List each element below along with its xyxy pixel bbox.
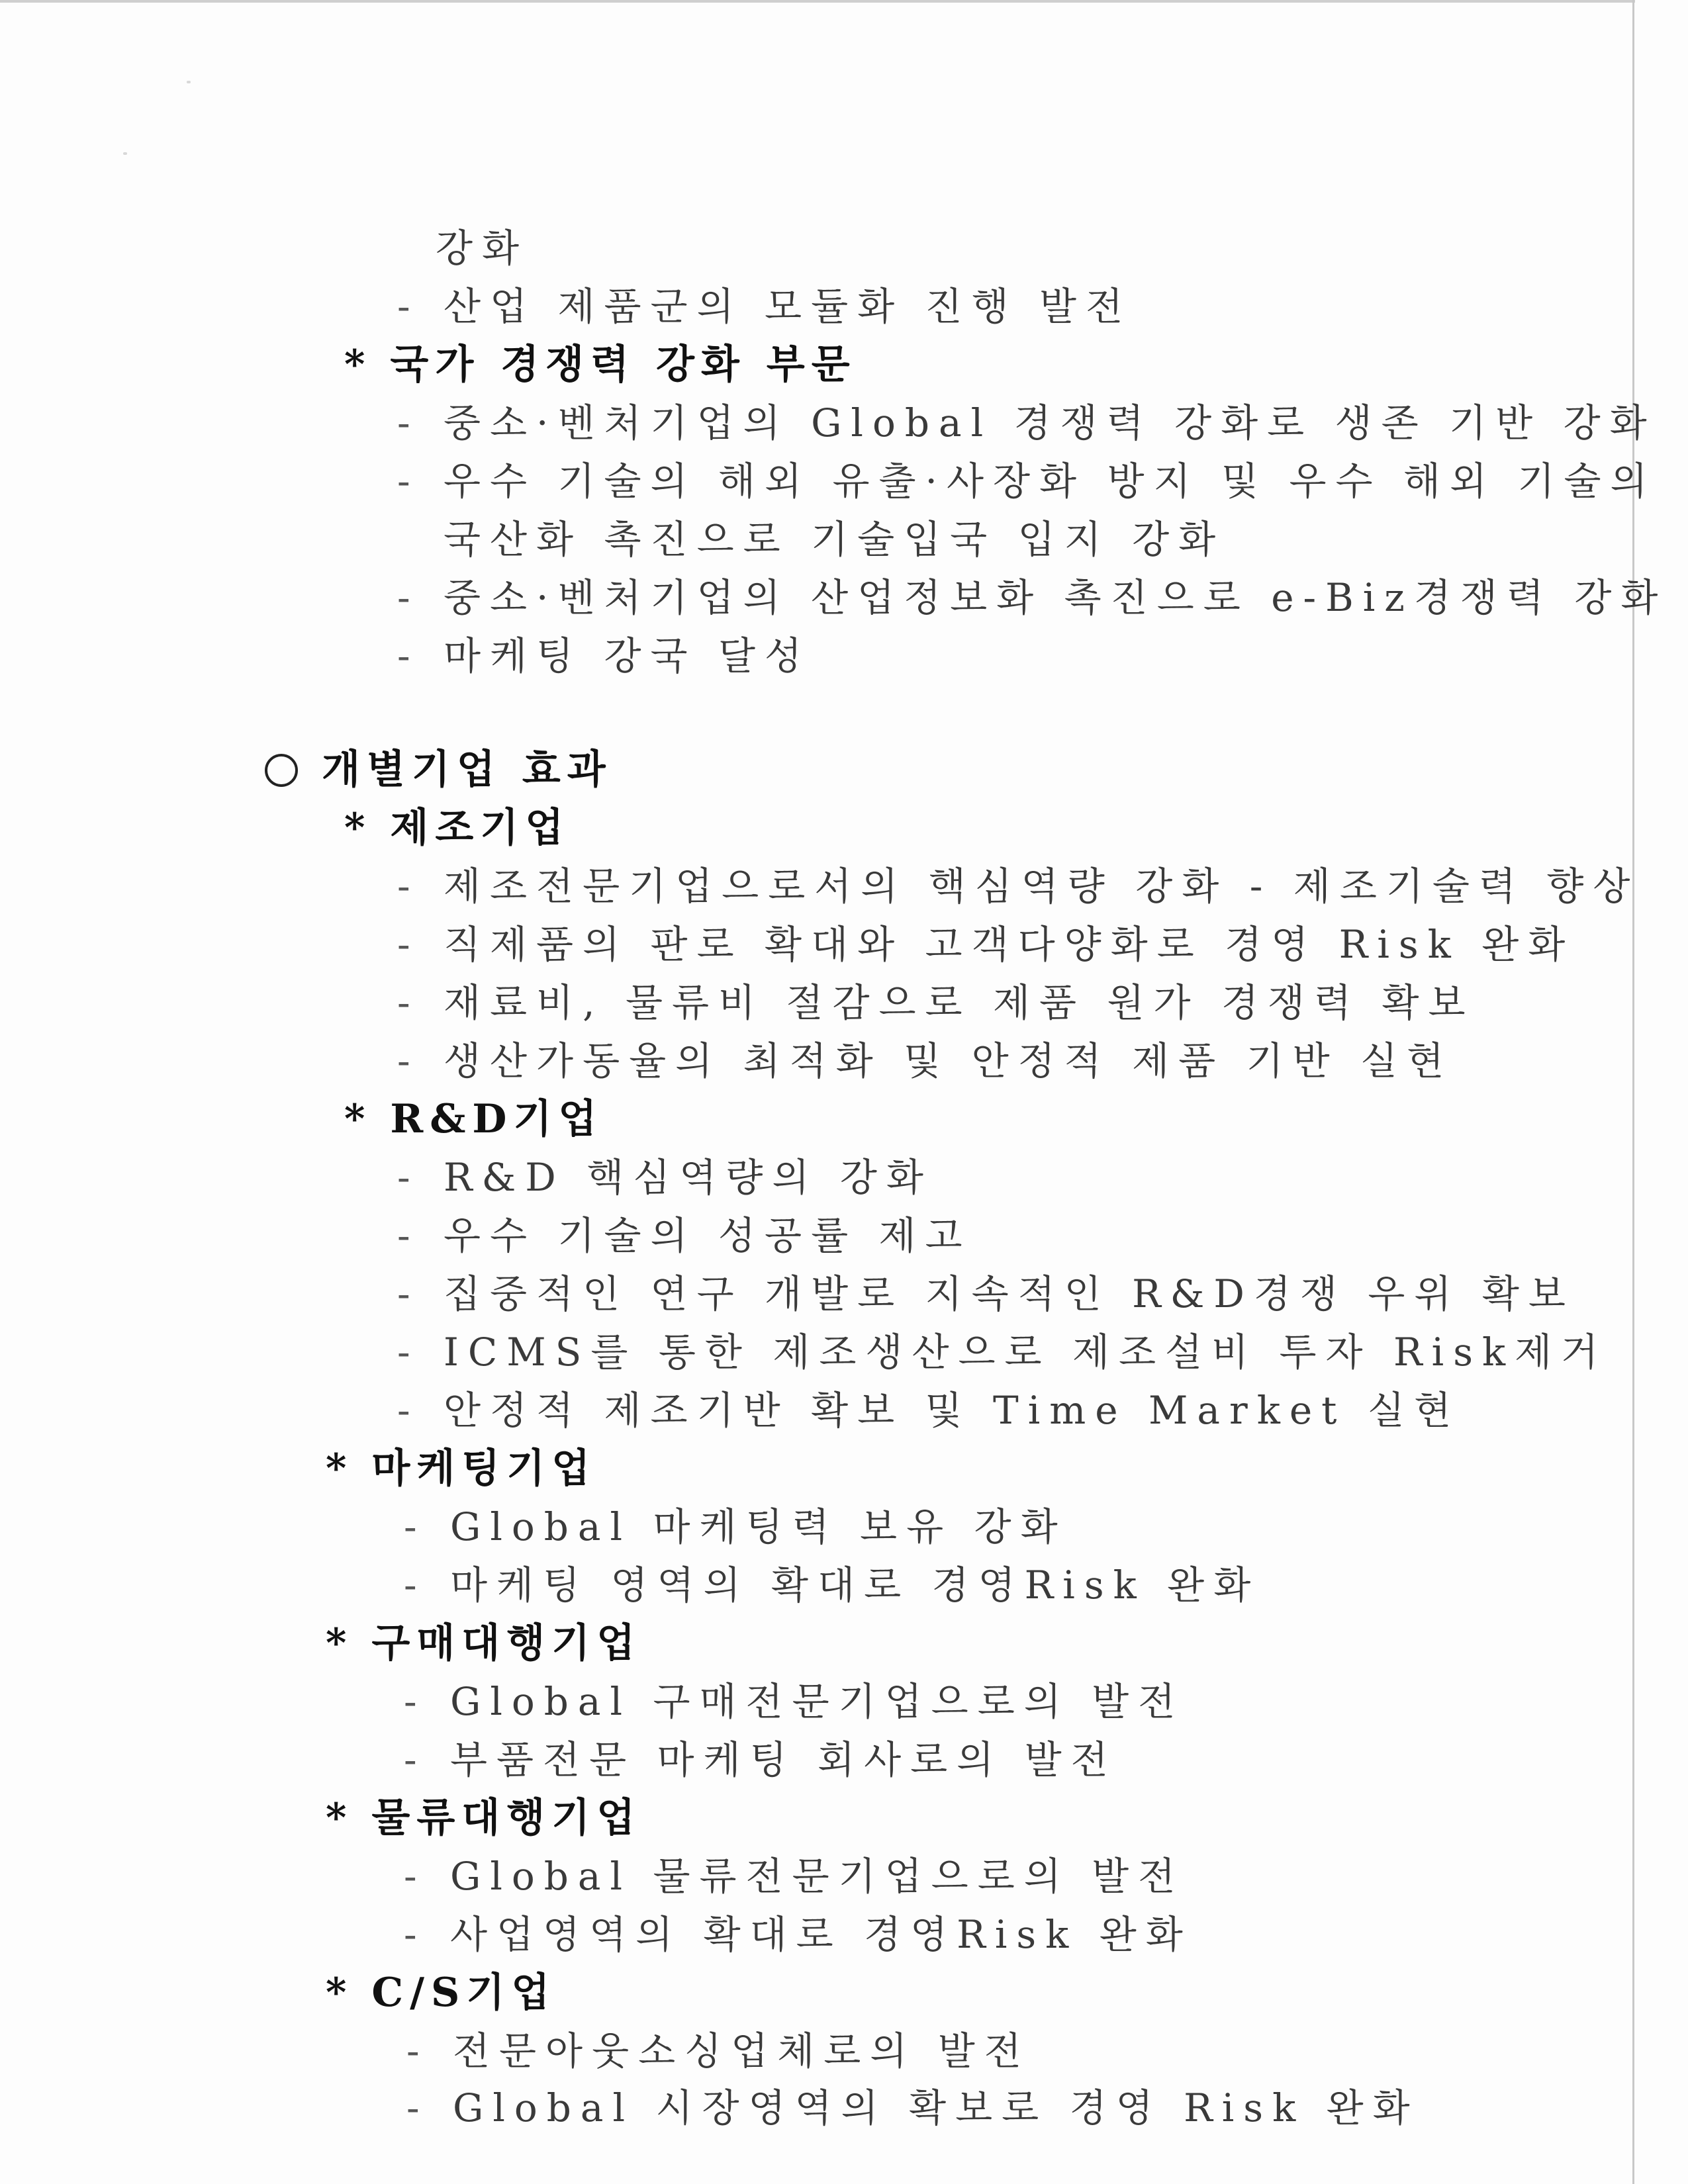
list-item-text: 우수 기술의 해외 유출·사장화 방지 및 우수 해외 기술의 (444, 459, 1657, 504)
scan-speck (123, 152, 127, 155)
list-item-text: 부품전문 마케팅 회사로의 발전 (450, 1737, 1117, 1782)
list-item-text: 전문아웃소싱업체로의 발전 (453, 2028, 1031, 2073)
top-border-line (0, 0, 1635, 3)
list-item-text: 사업영역의 확대로 경영Risk 완화 (450, 1912, 1192, 1957)
list-item (397, 1038, 1453, 1084)
subsection-heading-label: R&D기업 (390, 1096, 604, 1142)
list-item (406, 2028, 1031, 2074)
continuation-text (436, 225, 528, 271)
subsection-heading-label: 제조기업 (390, 805, 571, 851)
subsection-heading-purchasing (326, 1620, 641, 1666)
list-item (397, 283, 1132, 330)
scan-speck (187, 81, 191, 83)
star-marker: * (344, 341, 372, 388)
list-item-text: Global 물류전문기업으로의 발전 (450, 1854, 1185, 1899)
list-item (397, 863, 1639, 909)
subsection-heading-label: 구매대행기업 (371, 1620, 642, 1666)
star-marker: * (344, 1096, 372, 1142)
list-item (406, 2085, 1419, 2131)
star-marker: * (326, 1970, 353, 2016)
subsection-heading-marketing (326, 1445, 596, 1492)
section-heading-individual (265, 747, 612, 793)
list-item-text: 우수 기술의 성공률 제고 (444, 1213, 972, 1258)
list-item (397, 458, 1657, 504)
list-item-text: 안정적 제조기반 확보 및 Time Market 실현 (444, 1388, 1460, 1433)
list-item-text: 제조전문기업으로서의 핵심역량 강화 - 제조기술력 향상 (444, 864, 1640, 909)
dash-marker: - (397, 1388, 420, 1433)
dash-marker: - (397, 1038, 420, 1083)
list-item (397, 1329, 1607, 1375)
list-item-text: R&D 핵심역량의 강화 (444, 1155, 933, 1200)
list-item (404, 1678, 1184, 1725)
list-item-text: 중소·벤처기업의 산업정보화 촉진으로 e-Biz경쟁력 강화 (444, 575, 1667, 620)
dash-marker: - (397, 980, 420, 1025)
list-item-text: 직제품의 판로 확대와 고객다양화로 경영 Risk 완화 (444, 922, 1575, 967)
subsection-heading-label: 국가 경쟁력 강화 부문 (390, 341, 857, 388)
list-item-text: 산업 제품군의 모듈화 진행 발전 (444, 284, 1133, 329)
subsection-heading-rnd (344, 1096, 603, 1142)
list-item-text: 재료비, 물류비 절감으로 제품 원가 경쟁력 확보 (444, 980, 1475, 1025)
dash-marker: - (404, 1563, 426, 1608)
dash-marker: - (406, 2028, 429, 2073)
subsection-heading-logistics (326, 1795, 641, 1841)
dash-marker: - (397, 1155, 420, 1200)
continuation-label: 강화 (436, 226, 529, 271)
subsection-heading-manufacturing (344, 805, 570, 851)
list-item (404, 1562, 1260, 1608)
star-marker: * (326, 1445, 353, 1492)
circle-bullet-icon (265, 754, 298, 787)
list-item (404, 1504, 1067, 1550)
list-item (397, 1387, 1460, 1433)
list-item (397, 633, 811, 679)
list-item-text: 마케팅 영역의 확대로 경영Risk 완화 (450, 1563, 1260, 1608)
dash-marker: - (397, 459, 420, 504)
dash-marker: - (404, 1504, 426, 1549)
subsection-heading-label: 물류대행기업 (371, 1795, 642, 1841)
dash-marker: - (397, 1271, 420, 1316)
list-item (404, 1737, 1117, 1783)
section-heading-label: 개별기업 효과 (322, 747, 612, 793)
list-item-text: Global 시장영역의 확보로 경영 Risk 완화 (453, 2085, 1419, 2130)
list-item (404, 1853, 1184, 1899)
star-marker: * (326, 1795, 353, 1841)
dash-marker: - (397, 400, 420, 445)
list-item-text: 중소·벤처기업의 Global 경쟁력 강화로 생존 기반 강화 (444, 400, 1656, 445)
list-item (397, 400, 1656, 446)
dash-marker: - (406, 2085, 429, 2130)
list-item (397, 1271, 1575, 1317)
list-item-text: 집중적인 연구 개발로 지속적인 R&D경쟁 우위 확보 (444, 1271, 1575, 1316)
list-item (397, 921, 1574, 968)
list-item-text: ICMS를 통한 제조생산으로 제조설비 투자 Risk제거 (444, 1330, 1608, 1375)
dash-marker: - (397, 1330, 420, 1375)
dash-marker: - (404, 1854, 426, 1899)
subsection-heading-cs (326, 1970, 556, 2016)
dash-marker: - (404, 1912, 426, 1957)
list-item-text: Global 마케팅력 보유 강화 (450, 1504, 1067, 1549)
list-item (397, 1154, 933, 1201)
list-item-continuation (444, 516, 1225, 563)
dash-marker: - (397, 633, 420, 678)
dash-marker: - (397, 864, 420, 909)
right-border-line (1632, 0, 1634, 2184)
dash-marker: - (404, 1679, 426, 1724)
subsection-heading-label: 마케팅기업 (371, 1445, 597, 1492)
dash-marker: - (397, 922, 420, 967)
list-item-text: Global 구매전문기업으로의 발전 (450, 1679, 1185, 1724)
dash-marker: - (397, 1213, 420, 1258)
dash-marker: - (397, 284, 420, 329)
star-marker: * (344, 805, 372, 851)
list-item (397, 574, 1667, 621)
list-item (397, 979, 1475, 1026)
list-item (404, 1911, 1192, 1958)
list-item-text: 생산가동율의 최적화 및 안정적 제품 기반 실현 (444, 1038, 1454, 1083)
list-item-text: 국산화 촉진으로 기술입국 입지 강화 (444, 517, 1225, 562)
star-marker: * (326, 1620, 353, 1666)
list-item (397, 1212, 972, 1259)
dash-marker: - (404, 1737, 426, 1782)
dash-marker: - (397, 575, 420, 620)
subsection-heading-label: C/S기업 (371, 1970, 557, 2016)
subsection-heading-national (344, 341, 857, 388)
list-item-text: 마케팅 강국 달성 (444, 633, 812, 678)
